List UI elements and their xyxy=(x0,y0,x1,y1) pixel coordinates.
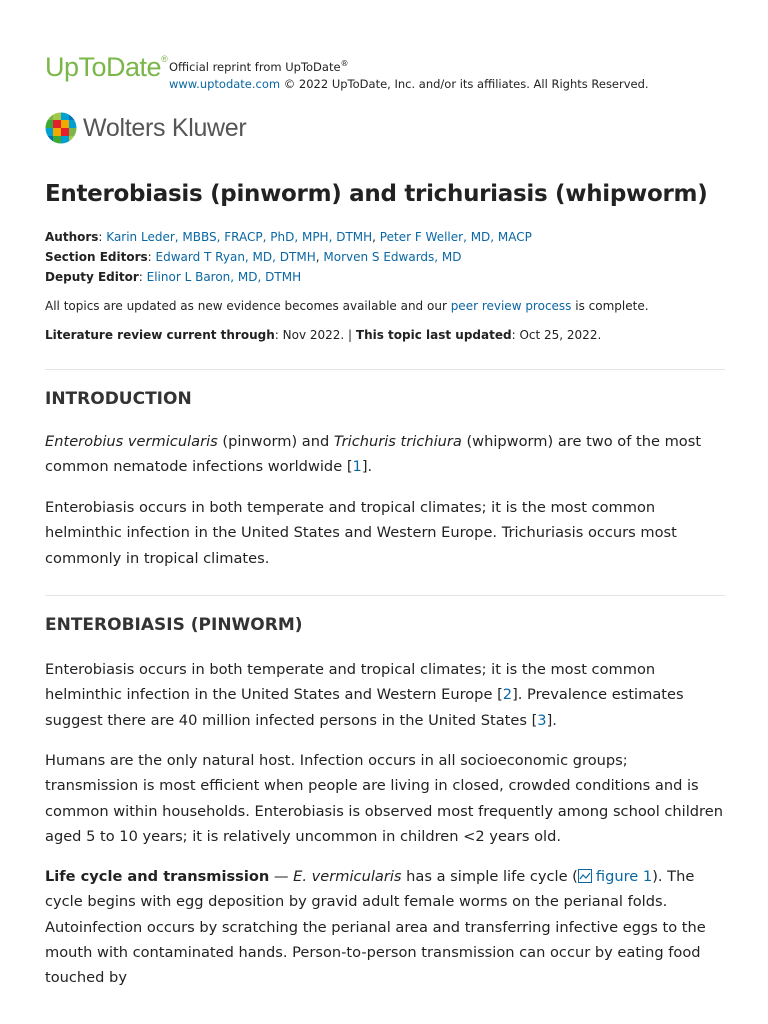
paragraph-text: has a simple life cycle ( xyxy=(401,868,578,885)
author-link[interactable]: Peter F Weller, MD, MACP xyxy=(379,230,532,244)
update-note xyxy=(45,296,649,316)
article-title: Enterobiasis (pinworm) and trichuriasis (whipworm) xyxy=(45,181,708,207)
paragraph-text: ). The cycle begins with egg deposition by gravid adult female worms on the perianal folds. Autoinfection occurs by scratching the perianal area and transferring infective eggs to the mouth with contaminated hands. Person-to-person transmission can occur by eating food touched by xyxy=(45,868,706,987)
last-updated-label: This topic last updated xyxy=(355,328,512,342)
paragraph-text: (whipworm) are two of the most common nematode infections worldwide [ xyxy=(45,433,702,476)
uptodate-site-link[interactable]: www.uptodate.com xyxy=(169,76,281,91)
authors-row: Authors: Karin Leder, MBBS, FRACP, PhD, MPH, DTMH, Peter F Weller, MD, MACP xyxy=(45,230,532,244)
deputy-editor-label: Deputy Editor xyxy=(45,270,139,284)
intro-heading: INTRODUCTION xyxy=(45,389,192,409)
lit-review-value: : Nov 2022. | xyxy=(274,328,356,342)
section-editors-label: Section Editors xyxy=(45,250,148,264)
pinworm-paragraph-3 xyxy=(45,864,725,990)
wolters-kluwer-wordmark: Wolters Kluwer xyxy=(83,113,247,142)
article-meta xyxy=(45,227,649,345)
intro-paragraph-2: Enterobiasis occurs in both temperate and tropical climates; it is the most common helminthic infection in the United States and Western Europe. Trichuriasis occurs most commonly in tropical climates. xyxy=(45,499,677,567)
paragraph-text: ]. xyxy=(546,711,557,729)
species-name: Enterobius vermicularis xyxy=(45,433,218,450)
pinworm-paragraph-1 xyxy=(45,657,725,733)
copyright-text: © 2022 UpToDate, Inc. and/or its affiliates. All Rights Reserved. xyxy=(283,76,649,91)
species-name: E. vermicularis xyxy=(293,868,402,885)
figure-icon xyxy=(578,869,592,883)
authors-label: Authors xyxy=(45,230,99,244)
paragraph-text: Enterobiasis occurs in both temperate and tropical climates; it is the most common helminthic infection in the United States and Western Europe [ xyxy=(45,661,656,704)
figure-link[interactable] xyxy=(578,868,652,885)
update-note-text-end: is complete. xyxy=(571,299,649,313)
wolters-kluwer-mark-icon xyxy=(45,112,77,144)
uptodate-logo-reg: ® xyxy=(161,54,168,64)
section-editors-row: Section Editors: Edward T Ryan, MD, DTMH, Morven S Edwards, MD xyxy=(45,250,462,264)
paragraph-text: — xyxy=(269,868,294,885)
section-editor-link[interactable]: Morven S Edwards, MD xyxy=(323,250,462,264)
species-name: Trichuris trichiura xyxy=(333,433,462,450)
reprint-reg: ® xyxy=(340,59,349,68)
intro-paragraph-1 xyxy=(45,429,725,480)
deputy-editor-row: Deputy Editor: Elinor L Baron, MD, DTMH xyxy=(45,270,302,284)
divider xyxy=(45,595,725,596)
reprint-label: Official reprint from UpToDate xyxy=(169,59,341,74)
pinworm-paragraph-2: Humans are the only natural host. Infection occurs in all socioeconomic groups; transmission is most efficient when people are living in closed, crowded conditions and is common within households. Enterobiasis is observed most frequently among school children aged 5 to 10 years; it is relatively uncommon in children <2 years old. xyxy=(45,752,723,845)
reference-link[interactable]: 2 xyxy=(502,686,513,704)
uptodate-logo[interactable] xyxy=(45,52,167,83)
subsection-lead: Life cycle and transmission xyxy=(45,868,270,885)
uptodate-logo-text: UpToDate xyxy=(45,52,162,82)
paragraph-text: ]. Prevalence estimates suggest there are 40 million infected persons in the United States [ xyxy=(45,686,684,729)
author-link[interactable]: Karin Leder, MBBS, FRACP, PhD, MPH, DTMH xyxy=(106,230,373,244)
reference-link[interactable]: 3 xyxy=(537,711,547,729)
paragraph-text: ]. xyxy=(361,458,373,476)
section-editor-link[interactable]: Edward T Ryan, MD, DTMH xyxy=(155,250,316,264)
update-note-text: All topics are updated as new evidence becomes available and our xyxy=(45,299,451,313)
reference-link[interactable]: 1 xyxy=(352,458,362,476)
wolters-kluwer-logo xyxy=(45,112,246,144)
lit-review-label: Literature review current through xyxy=(45,328,275,342)
peer-review-link[interactable]: peer review process xyxy=(450,299,572,313)
reprint-notice xyxy=(169,55,649,93)
paragraph-text: (pinworm) and xyxy=(217,433,334,450)
figure-link-label: figure 1 xyxy=(595,868,653,885)
divider xyxy=(45,369,725,370)
last-updated-value: : Oct 25, 2022. xyxy=(511,328,602,342)
pinworm-heading: ENTEROBIASIS (PINWORM) xyxy=(45,615,303,635)
deputy-editor-link[interactable]: Elinor L Baron, MD, DTMH xyxy=(146,270,302,284)
review-dates xyxy=(45,325,649,345)
